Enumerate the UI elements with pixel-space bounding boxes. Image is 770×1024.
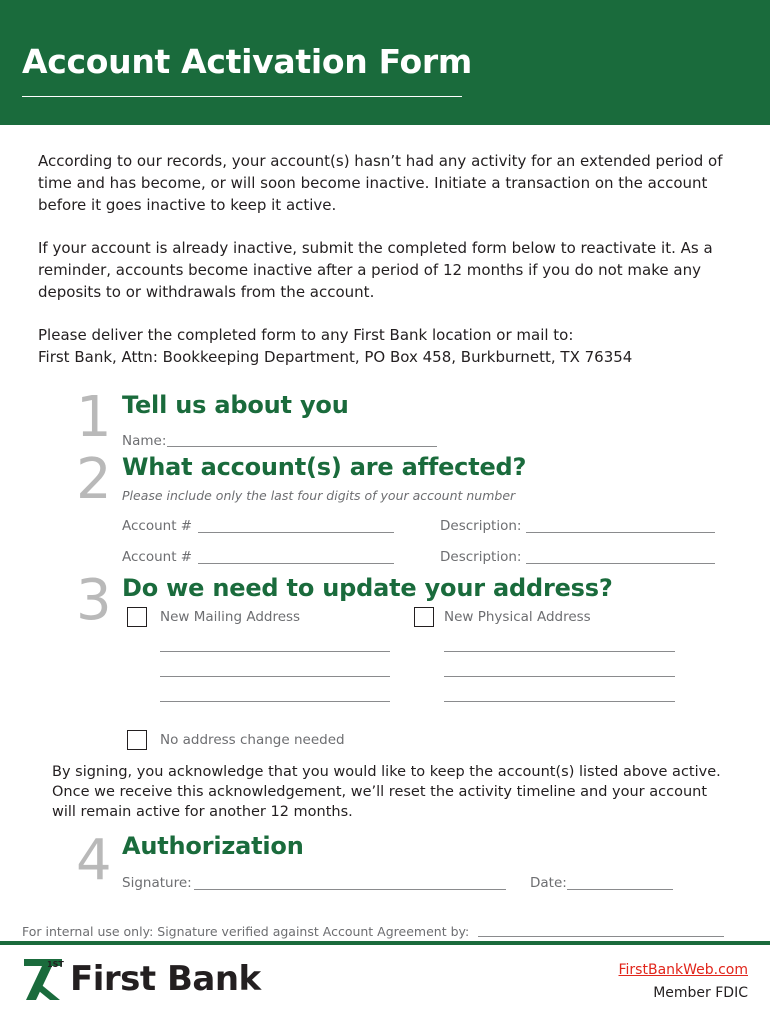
svg-text:1ST: 1ST xyxy=(47,960,64,969)
internal-verified-by-field[interactable] xyxy=(478,936,724,937)
mail-instruction: Please deliver the completed form to any First Bank location or mail to: xyxy=(38,326,574,344)
section-2-number: 2 xyxy=(76,447,112,512)
new-mailing-address-checkbox[interactable] xyxy=(127,607,147,627)
section-3-title: Do we need to update your address? xyxy=(122,574,613,602)
no-address-change-checkbox[interactable] xyxy=(127,730,147,750)
section-3-number: 3 xyxy=(76,568,112,633)
member-fdic: Member FDIC xyxy=(653,985,748,1001)
physical-address-line-2[interactable] xyxy=(444,676,675,677)
description-label-1: Description: xyxy=(440,518,522,534)
new-mailing-address-label: New Mailing Address xyxy=(160,609,301,625)
logo-wordmark: First Bank xyxy=(70,959,261,999)
name-label: Name: xyxy=(122,433,167,449)
intro-paragraph-3 xyxy=(38,324,738,368)
section-4-number: 4 xyxy=(76,828,112,893)
account-hint: Please include only the last four digits of your account number xyxy=(122,488,516,503)
new-physical-address-checkbox[interactable] xyxy=(414,607,434,627)
name-field[interactable] xyxy=(167,446,437,447)
no-address-change-label: No address change needed xyxy=(160,732,345,748)
account-label-2: Account # xyxy=(122,549,193,565)
section-1-title: Tell us about you xyxy=(122,391,349,419)
signature-label: Signature: xyxy=(122,875,192,891)
intro-paragraph-2: If your account is already inactive, submit the completed form below to reactivate it. As a reminder, accounts become inactive after a period of 12 months if you do not make any deposits to or withdrawals from the account. xyxy=(38,239,713,301)
physical-address-line-1[interactable] xyxy=(444,651,675,652)
mailing-address-line-2[interactable] xyxy=(160,676,390,677)
new-physical-address-label: New Physical Address xyxy=(444,609,591,625)
date-field[interactable] xyxy=(567,889,673,890)
description-field-2[interactable] xyxy=(526,563,715,564)
header-banner xyxy=(0,0,770,125)
section-4-title: Authorization xyxy=(122,832,304,860)
acknowledgement-text: By signing, you acknowledge that you would like to keep the account(s) listed above active. Once we receive this acknowledgement, we’ll reset the activity timeline and your account will remain active for another 12 months. xyxy=(52,764,721,820)
section-2-title: What account(s) are affected? xyxy=(122,453,527,481)
section-1-number: 1 xyxy=(76,385,112,450)
website-link[interactable]: FirstBankWeb.com xyxy=(618,962,748,978)
signature-field[interactable] xyxy=(194,889,506,890)
physical-address-line-3[interactable] xyxy=(444,701,675,702)
title-underline xyxy=(22,96,462,97)
account-field-1[interactable] xyxy=(198,532,394,533)
page-title: Account Activation Form xyxy=(22,42,472,81)
first-bank-logo xyxy=(22,956,261,1002)
first-bank-star-icon xyxy=(22,956,64,1002)
date-label: Date: xyxy=(530,875,567,891)
internal-use-note: For internal use only: Signature verified against Account Agreement by: xyxy=(22,924,470,939)
account-field-2[interactable] xyxy=(198,563,394,564)
footer-rule xyxy=(0,941,770,945)
intro-paragraph-1: According to our records, your account(s) hasn’t had any activity for an extended period of time and has become, or will soon become inactive. Initiate a transaction on the account before it goes inactive to keep it active. xyxy=(38,152,723,214)
mailing-address-line-3[interactable] xyxy=(160,701,390,702)
description-field-1[interactable] xyxy=(526,532,715,533)
mailing-address-line-1[interactable] xyxy=(160,651,390,652)
description-label-2: Description: xyxy=(440,549,522,565)
mail-address: First Bank, Attn: Bookkeeping Department, PO Box 458, Burkburnett, TX 76354 xyxy=(38,348,633,366)
account-label-1: Account # xyxy=(122,518,193,534)
